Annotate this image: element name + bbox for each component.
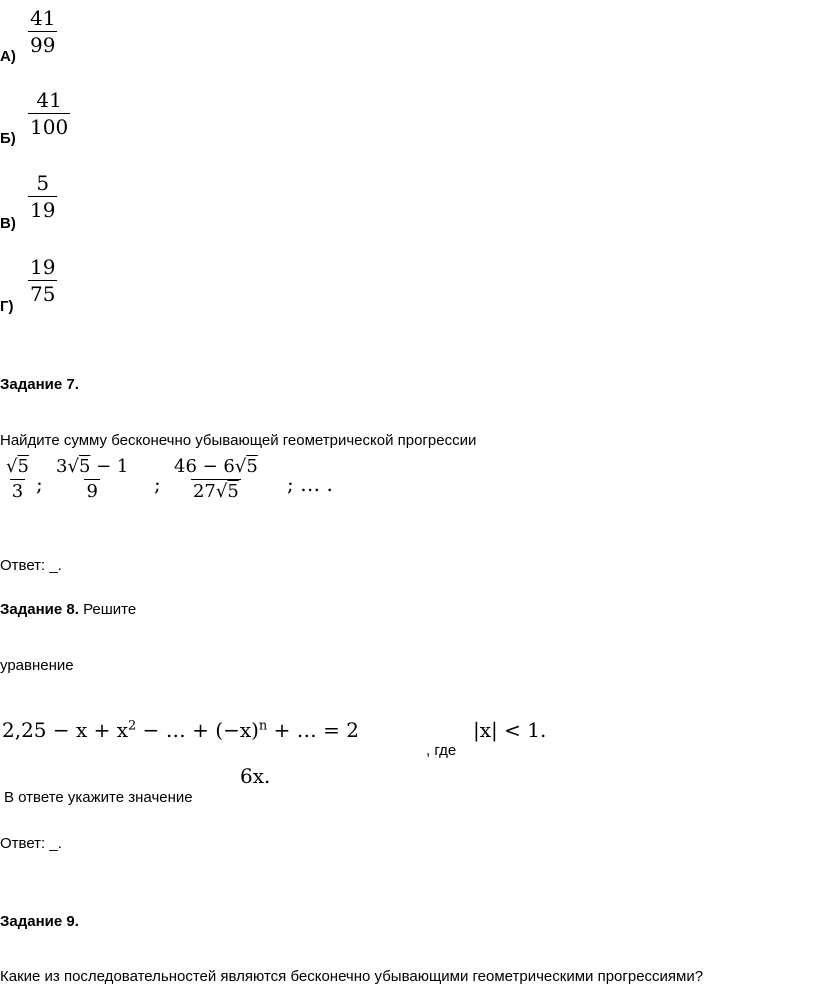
- task8-condition: |x| < 1.: [473, 718, 547, 742]
- task8-line2: уравнение: [0, 657, 74, 674]
- task9-heading: Задание 9.: [0, 913, 79, 930]
- task8-value: 6x.: [240, 764, 271, 788]
- task8-heading: Задание 8.: [0, 601, 79, 618]
- option-label-d: Г): [0, 298, 14, 315]
- option-fraction-a: $\frac{41}{99}$: [30, 6, 56, 57]
- option-label-a: А): [0, 48, 16, 65]
- task9-text: Какие из последовательностей являются бесконечно убывающими геометрическими прогрессиями?: [0, 968, 704, 985]
- task7-term2: $\frac{3√5 - 1}{9}$: [56, 456, 129, 502]
- option-fraction-d: $\frac{19}{75}$: [30, 255, 56, 306]
- task8-where: , где: [426, 742, 457, 759]
- task8-heading-tail: Решите: [78, 601, 137, 618]
- task7-sep2: ;: [154, 472, 161, 496]
- task7-tail: ; … .: [287, 472, 333, 496]
- task7-text: Найдите сумму бесконечно убывающей геометрической прогрессии: [0, 432, 477, 449]
- task7-heading: Задание 7.: [0, 376, 79, 393]
- task8-answer: Ответ: _.: [0, 835, 62, 852]
- task8-instruction: В ответе укажите значение: [4, 789, 193, 806]
- option-fraction-b: $\frac{41}{100}$: [30, 88, 69, 139]
- option-fraction-c: $\frac{5}{19}$: [30, 171, 56, 222]
- task7-answer: Ответ: _.: [0, 557, 62, 574]
- task8-equation: $2,25 - x + x^2$ − … + $(-x)^n$ + … = 2: [2, 718, 359, 742]
- option-label-c: В): [0, 215, 16, 232]
- task8-heading-line: [0, 601, 136, 618]
- option-label-b: Б): [0, 130, 16, 147]
- task7-term3: $\frac{46 - 6√5}{27√5}$: [174, 456, 258, 502]
- task7-term1: $\frac{√5}{3}$: [6, 456, 29, 502]
- task7-sep1: ;: [36, 472, 43, 496]
